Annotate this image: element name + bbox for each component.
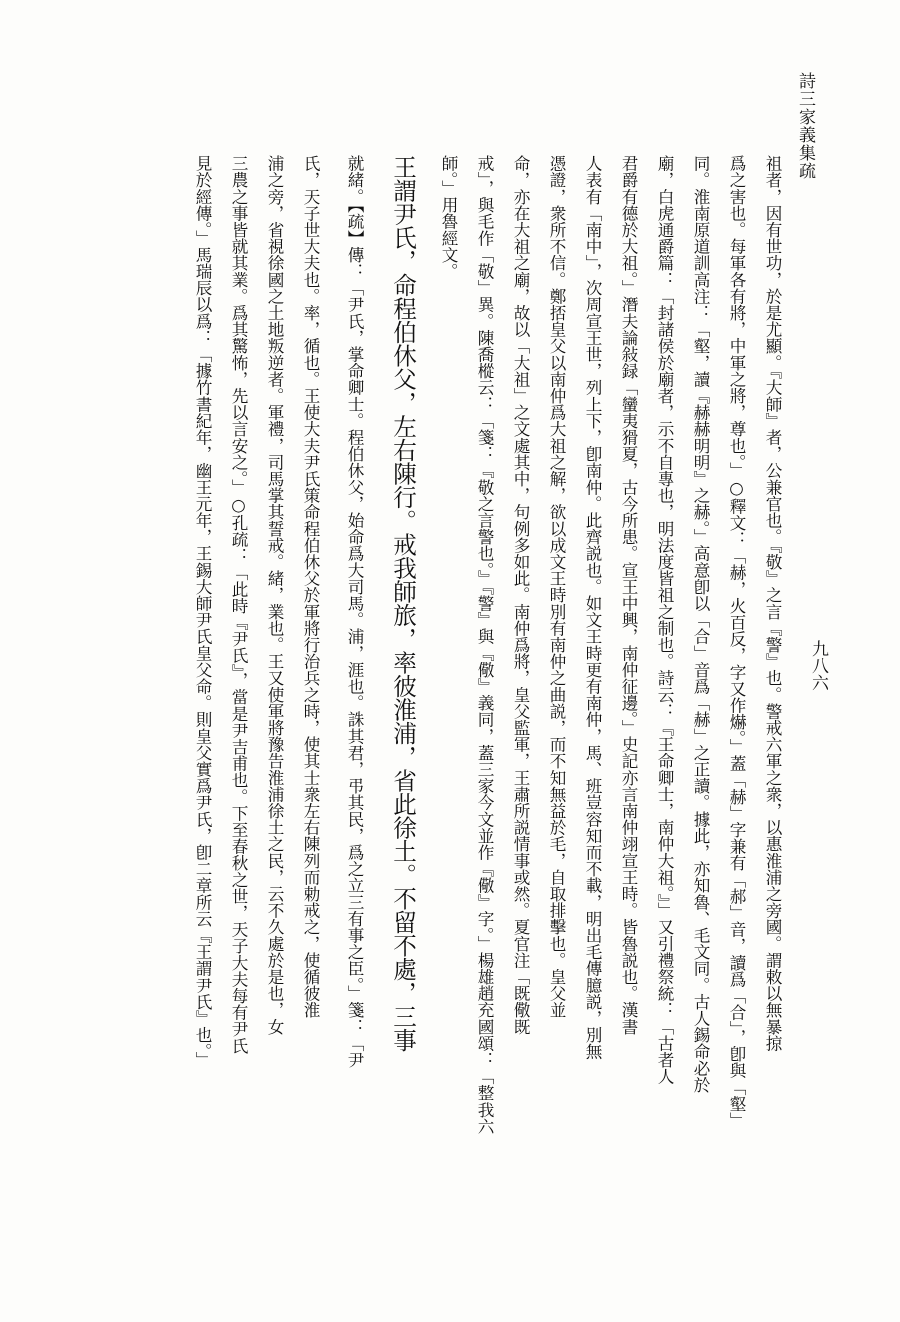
text-column: 見於經傳。」馬瑞辰以爲：「據竹書紀年，幽王元年，王錫大師尹氏皇父命。則皇父實爲尹氏，卽二章所云『王謂尹氏』也。」 — [193, 155, 212, 1068]
text-column: 浦之旁，省視徐國之土地叛逆者。軍禮，司馬掌其誓戒。緒，業也。王又使軍將豫告淮浦徐土之民，云不久處於是也，女 — [265, 155, 284, 1035]
text-column: 君爵有德於大祖。」潛夫論敍録「蠻夷猾夏，古今所患。宣王中興，南仲征邊。」史記亦言南仲翊宣王時。皆魯説也。漢書 — [619, 155, 638, 1035]
text-column: 氏，天子世大夫也。率，循也。王使大夫尹氏策命程伯休父於軍將行治兵之時，使其士衆左右陳列而勅戒之，使循彼淮 — [301, 155, 320, 1019]
text-column: 同。淮南原道訓高注：「壑，讀『赫赫明明』之赫。」高意卽以「合」音爲「赫」之正讀。據此，亦知魯、毛文同。古人錫命必於 — [691, 155, 710, 1093]
text-column: 命，亦在大祖之廟，故以「大祖」之文處其中，句例多如此。南仲爲將，皇父監軍，王肅所説情事或然。夏官注「既儆既 — [511, 155, 530, 1035]
text-column: 廟，白虎通爵篇：「封諸侯於廟者，示不自專也，明法度皆祖之制也。詩云：『王命卿士，南仲大祖。』」又引禮祭統：「古者人 — [655, 155, 674, 1085]
text-column: 三農之事皆就其業。爲其驚怖，先以言安之。」○孔疏：「此時『尹氏』，當是尹吉甫也。下至春秋之世，天子大夫每有尹氏 — [229, 155, 248, 1054]
text-column: 祖者，因有世功，於是尤顯。『大師』者，公兼官也。『敬』之言『警』也。警戒六軍之衆，以惠淮浦之旁國。謂敕以無暴掠 — [763, 155, 782, 1052]
text-column: 爲之害也。每軍各有將，中軍之將，尊也。」○釋文：「赫，火百反，字又作爀。」蓋「赫」字兼有「郝」音，讀爲「合」，卽與「壑」 — [727, 155, 746, 1129]
commentary-column: 就緒。【疏】傳：「尹氏，掌命卿士。程伯休父，始命爲大司馬。浦，涯也。誅其君，弔其民，爲之立三有事之臣。」箋：「尹 — [345, 155, 364, 1068]
book-title: 詩三家義集疏 — [795, 72, 815, 180]
text-column: 人表有「南中」，次周宣王世，列上下，卽南仲。此齊説也。如文王時更有南仲，馬、班豈容知而不載，明出毛傳臆説，別無 — [583, 155, 602, 1060]
text-column: 戒」，與毛作「敬」異。陳喬樅云：「箋：『敬之言警也。』『警』與『儆』義同，蓋三家今文並作『儆』字。」楊雄趙充國頌：「整我六 — [475, 155, 494, 1135]
page-number: 九八六 — [808, 640, 828, 691]
text-column: 師。」用魯經文。 — [439, 155, 458, 280]
text-column: 憑證，衆所不信。鄭㧵皇父以南仲爲大祖之解，欲以成文王時別有南仲之曲説，而不知無益於毛，自取排擊也。皇父並 — [547, 155, 566, 1019]
main-verse-column: 王謂尹氏，命程伯休父，左右陳行。戒我師旅，率彼淮浦，省此徐土。不留不處，三事 — [389, 155, 417, 1052]
